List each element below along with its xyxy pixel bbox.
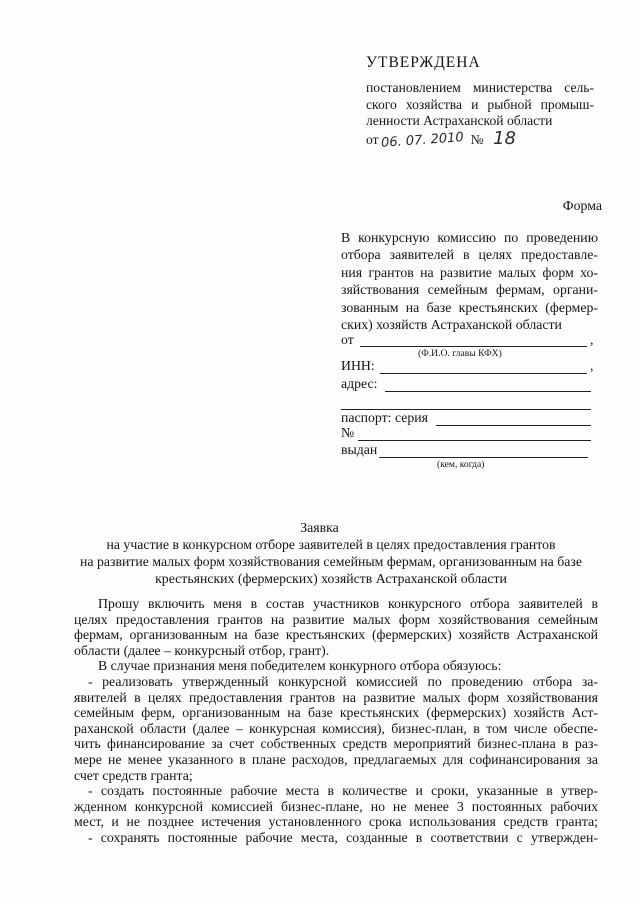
handwritten-number: 18 bbox=[493, 128, 516, 149]
commission-line: В конкурсную комиссию по проведению bbox=[341, 230, 598, 245]
address-field-line[interactable] bbox=[385, 391, 591, 392]
approval-line: ленности Астраханской области bbox=[366, 113, 553, 129]
number-label: № bbox=[470, 132, 484, 147]
approval-line: ского хозяйства и рыбной промыш- bbox=[366, 96, 594, 112]
inn-trailing-comma: , bbox=[590, 358, 594, 373]
body-line: мест, и не позднее истечения установленного срока использования средств гранта; bbox=[74, 814, 598, 830]
body-line: раханской области (далее – конкурсная комиссия), бизнес-план, в том числе обеспе- bbox=[74, 720, 598, 736]
commission-address bbox=[341, 229, 598, 333]
body-line: жденном конкурсной комиссией бизнес-плане, но не менее 3 постоянных рабочих bbox=[74, 798, 598, 814]
address-label: адрес: bbox=[341, 376, 378, 391]
body-line: фермам, организованным на базе крестьянских (фермерских) хозяйств Астраханской bbox=[74, 627, 598, 643]
body-line: В случае признания меня победителем конкурного отбора обязуюсь: bbox=[98, 658, 502, 674]
body-line: - реализовать утвержденный конкурсной комиссией по проведению отбора за- bbox=[88, 673, 598, 689]
from-label: от bbox=[341, 332, 354, 347]
commission-line: зяйствования семейным фермам, органи- bbox=[341, 282, 598, 298]
approval-text bbox=[366, 80, 594, 130]
body-line: целях предоставления грантов на развитие малых форм хозяйствования семейным bbox=[74, 611, 598, 627]
date-prefix: от bbox=[366, 132, 379, 147]
from-caption: (Ф.И.О. главы КФХ) bbox=[418, 348, 502, 359]
body-line: области (далее – конкурсный отбор, грант). bbox=[74, 642, 330, 658]
body-line: чить финансирование за счет собственных средств мероприятий бизнес-плана в раз- bbox=[74, 736, 598, 752]
approval-line: постановлением министерства сель- bbox=[366, 80, 594, 95]
body-line: семейным ферм, организованным на базе крестьянских (фермерских) хозяйств Аст- bbox=[74, 705, 598, 721]
application-subtitle bbox=[0, 536, 639, 587]
commission-line: отбора заявителей в целях предоставле- bbox=[341, 247, 598, 263]
inn-label: ИНН: bbox=[341, 358, 375, 373]
inn-field-line[interactable] bbox=[380, 373, 587, 374]
approval-title: УТВЕРЖДЕНА bbox=[366, 54, 481, 71]
issued-label: выдан bbox=[341, 442, 378, 457]
form-label: Форма bbox=[562, 198, 602, 213]
body-line: мере не менее указанного в плане расходов, предлагаемых для софинансирования за bbox=[74, 751, 598, 767]
issued-caption: (кем, когда) bbox=[437, 459, 485, 470]
body-line: явителей в целях предоставления грантов на развитие малых форм хозяйствования bbox=[74, 689, 598, 705]
from-trailing-comma: , bbox=[590, 332, 594, 347]
body-line: - сохранять постоянные рабочие места, созданные в соответствии с утвержден- bbox=[88, 829, 598, 845]
passport-number-label: № bbox=[341, 425, 355, 440]
application-heading: Заявка bbox=[300, 520, 339, 535]
subtitle-line: на участие в конкурсном отборе заявителей в целях предоставления грантов bbox=[106, 537, 556, 552]
body-line: - создать постоянные рабочие места в количестве и сроки, указанные в утвер- bbox=[88, 783, 598, 799]
passport-series-label: паспорт: серия bbox=[341, 410, 428, 425]
passport-number-field-line[interactable] bbox=[358, 440, 591, 441]
body-line: Прошу включить меня в состав участников конкурсного отбора заявителей в bbox=[98, 596, 598, 611]
application-body bbox=[74, 596, 598, 846]
body-line: счет средств гранта; bbox=[74, 767, 193, 783]
issued-field-line[interactable] bbox=[379, 457, 588, 458]
from-field-line[interactable] bbox=[360, 346, 587, 347]
subtitle-line: крестьянских (фермерских) хозяйств Астраханской области bbox=[155, 571, 507, 586]
handwritten-date: 06. 07. 2010 bbox=[380, 130, 464, 151]
approval-date-line bbox=[366, 128, 516, 149]
subtitle-line: на развитие малых форм хозяйствования семейным фермам, организованным на базе bbox=[80, 554, 582, 569]
commission-line: зованным на базе крестьянских (фермер- bbox=[341, 299, 598, 315]
commission-line: ских) хозяйств Астраханской области bbox=[341, 317, 562, 333]
commission-line: ния грантов на развитие малых форм хо- bbox=[341, 264, 598, 280]
passport-series-field-line[interactable] bbox=[436, 425, 591, 426]
